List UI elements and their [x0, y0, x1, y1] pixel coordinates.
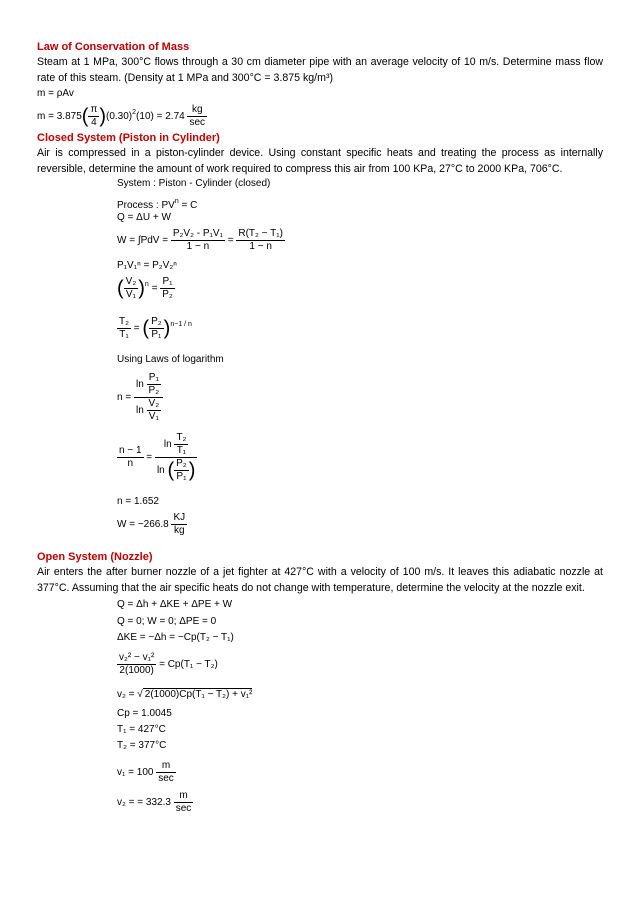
equation-ke: $\frac{\text{v₂² − v₁²}}{2(1000)}$ = Cp(T₁ − T₂) — [119, 652, 218, 676]
t2-value: T₂ = 377°C — [117, 740, 167, 751]
equation-mass-calc: m = 3.875( $\frac{\pi}{4}$ )$(0.30)^2(10) = 2.74$ $\frac{kg}{\sec}$ — [37, 104, 206, 128]
log-laws-label: Using Laws of logarithm — [117, 354, 224, 365]
problem-text-mass: Steam at 1 MPa, 300°C flows through a 30 cm diameter pipe with an average velocity of 10 m/s. Determine mass flow rate of this steam. (Density at 1 MPa and 300°C = 3.875 kg/m³) — [37, 56, 603, 84]
problem-text-closed: Air is compressed in a piston-cylinder device. Using constant specific heats and treating the process as internally reversible, determine the amount of work required to compress this air from 100 KPa, 27°C to 2000 KPa, 706°C. — [37, 147, 603, 175]
v2-result: v₂ = = 332.3 $\frac{m}{\sec}$ — [117, 790, 192, 814]
equation-mass-flow: m = ρAv — [37, 88, 74, 99]
equation-delta-ke: ΔKE = −Δh = −Cp(T₂ − T₁) — [117, 632, 234, 643]
cp-value: Cp = 1.0045 — [117, 708, 172, 719]
equation-system: System : Piston - Cylinder (closed) — [117, 178, 271, 189]
equation-n-minus-1: $\frac{n - 1}{n}$ = ln $\frac{\text{T₂}}{\text{T₁}}$ ln ( $\frac{\text{P₂}}{\text{P₁}}$ ) — [119, 432, 196, 482]
problem-text-open: Air enters the after burner nozzle of a jet fighter at 427°C with a velocity of 100 m/s. It leaves this adiabatic nozzle at 377°C. Assuming that the air specific heats do not change with temperature, determine the velocity at the nozzle exit. — [37, 566, 603, 594]
equation-process: Process : $PV^n = C$ — [117, 198, 198, 211]
equation-work: W = ∫PdV = $\frac{\text{P₂V₂ - P₁V₁}}{1 - n}$ = $\frac{\text{R(T₂ − T₁)}}{1 - n}$ — [117, 228, 283, 252]
v1-value: v₁ = 100 $\frac{m}{\sec}$ — [117, 760, 174, 784]
equation-n: n = ln $\frac{\text{P₁}}{\text{P₂}}$ ln $\frac{\text{V₂}}{\text{V₁}}$ — [117, 372, 163, 423]
work-value: W = −266.8 $\frac{KJ}{kg}$ — [117, 512, 186, 536]
section-heading-open: Open System (Nozzle) — [37, 551, 153, 563]
equation-volume-ratio: ( $\frac{\text{V₂}}{\text{V₁}}$ )$^n$ = $\frac{\text{P₁}}{\text{P₂}}$ — [117, 276, 173, 300]
equation-energy: Q = Δh + ΔKE + ΔPE + W — [117, 599, 233, 610]
equation-temp-ratio: $\frac{\text{T₂}}{\text{T₁}}$ = ( $\frac{\text{P₂}}{\text{P₁}}$ )$^{n-1 / n}$ — [119, 316, 192, 340]
equation-zeros: Q = 0; W = 0; ΔPE = 0 — [117, 616, 217, 627]
equation-first-law: Q = ΔU + W — [117, 212, 171, 223]
equation-v2: v₂ = √ 2(1000)Cp(T₁ − T₂) + v₁² — [117, 689, 253, 700]
section-heading-closed: Closed System (Piston in Cylinder) — [37, 132, 220, 144]
section-heading-mass: Law of Conservation of Mass — [37, 41, 190, 53]
equation-polytropic: P₁V₁ⁿ = P₂V₂ⁿ — [117, 260, 177, 271]
n-value: n = 1.652 — [117, 496, 159, 507]
t1-value: T₁ = 427°C — [117, 724, 166, 735]
